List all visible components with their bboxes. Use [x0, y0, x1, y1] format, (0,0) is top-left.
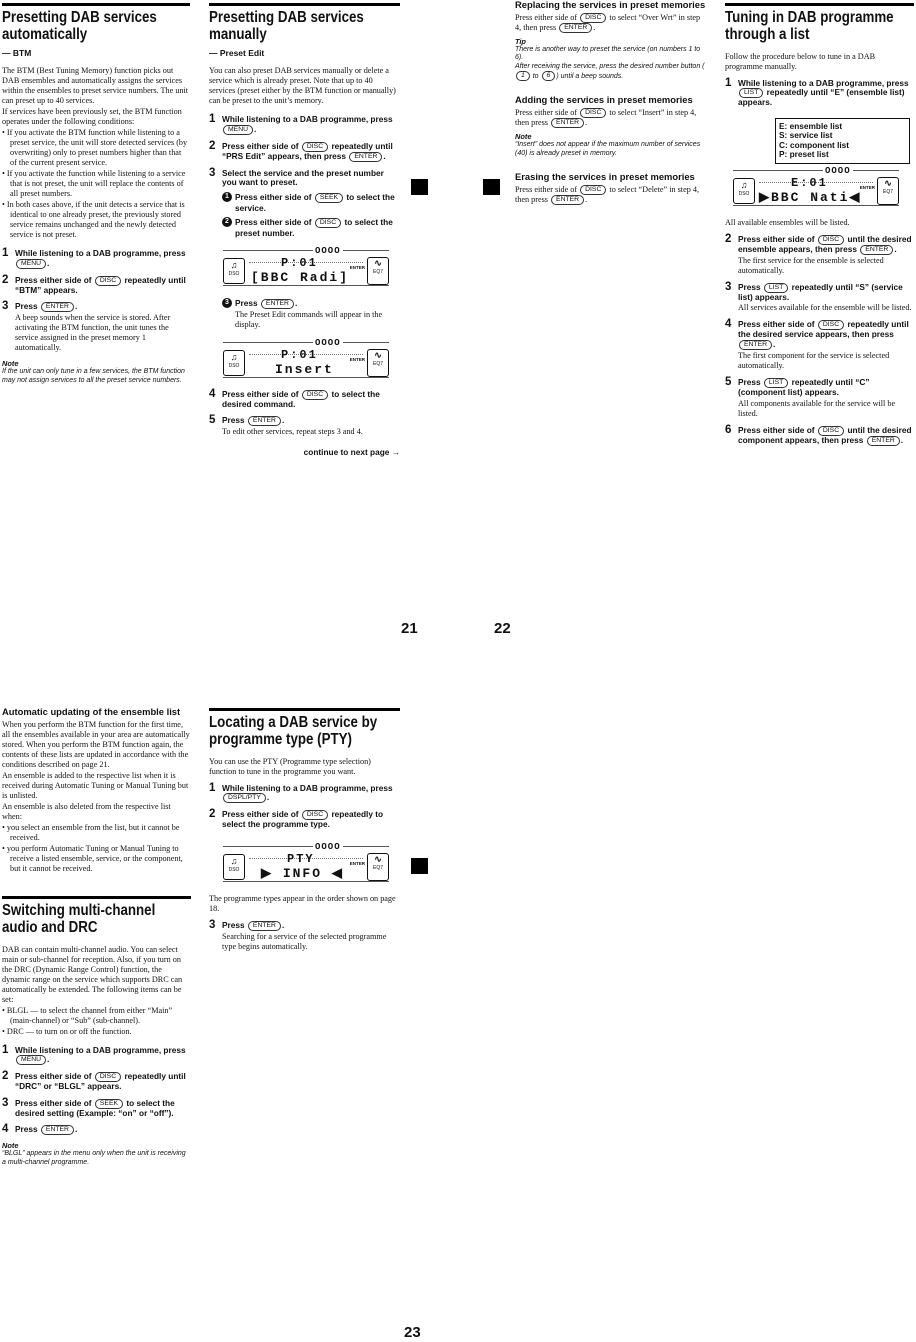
- enter-key: ENTER: [41, 302, 74, 312]
- paragraph: You can use the PTY (Programme type selection) function to tune in the programme you want.: [209, 756, 371, 776]
- step-1: 1 While listening to a DAB programme, press LIST repeatedly until “E” (ensemble list) appears.: [725, 76, 909, 108]
- enter-key: ENTER: [261, 299, 294, 309]
- subheading-replace: Replacing the services in preset memories: [515, 0, 706, 10]
- legend-item: E: ensemble list: [779, 120, 843, 131]
- paragraph: Press either side of DISC to select “Over Wrt” in step 4, then press ENTER .: [515, 12, 701, 32]
- note-heading: Note: [2, 359, 19, 369]
- legend-item: S: service list: [779, 130, 833, 141]
- note-heading: Note: [515, 132, 532, 142]
- display-line-1: P:01: [281, 255, 318, 270]
- step-2: 2 Press either side of DISC until the desired ensemble appears, then press ENTER .: [725, 232, 912, 254]
- disc-key: DISC: [818, 235, 844, 245]
- dspl-pty-key: DSPL/PTY: [223, 793, 266, 803]
- paragraph: You can also preset DAB services manually or delete a service which is already preset. Note that up to 40 services (preset either by the BTM function or manually) can be preset to the unit’s memory.: [209, 66, 396, 106]
- lcd-display: [221, 842, 391, 886]
- eq-icon: ∿ EQ7: [367, 853, 389, 881]
- menu-key: MENU: [16, 1055, 46, 1065]
- display-line-2: [BBC Radi]: [251, 269, 350, 285]
- disc-key: DISC: [818, 320, 844, 330]
- disc-key: DISC: [302, 142, 328, 152]
- substep-1: 1 Press either side of SEEK to select the service.: [222, 192, 400, 213]
- disc-key: DISC: [95, 276, 121, 286]
- step-body: A beep sounds when the service is stored. After activating the BTM function, the unit tunes the service assigned in the preset memory 1 automatically.: [15, 313, 171, 353]
- step-2: 2 Press either side of DISC repeatedly until “PRS Edit” appears, then press ENTER .: [209, 139, 393, 161]
- step-1: 1 While listening to a DAB programme, press MENU .: [2, 247, 186, 268]
- step-1: 1 While listening to a DAB programme, press MENU .: [2, 1043, 186, 1065]
- step-2: 2 Press either side of DISC repeatedly until “BTM” appears.: [2, 273, 186, 295]
- enter-key: ENTER: [559, 23, 592, 33]
- section-rule: [209, 3, 400, 6]
- display-line-2: Insert: [275, 361, 334, 377]
- display-indicator: OOOO: [315, 337, 341, 348]
- preset-6-key: 6: [542, 71, 556, 81]
- display-line-1: P:01: [281, 347, 318, 362]
- list-key: LIST: [739, 88, 763, 98]
- display-indicator: OOOO: [825, 165, 851, 176]
- step-5: 5 Press ENTER .: [209, 414, 285, 427]
- tip-heading: Tip: [515, 36, 526, 46]
- step-6: 6 Press either side of DISC until the desired component appears, then press ENTER .: [725, 423, 912, 445]
- eq-icon: ∿ EQ7: [367, 257, 389, 285]
- eq-icon: ∿ EQ7: [877, 177, 899, 205]
- substep-3: 3 Press ENTER .: [222, 298, 400, 309]
- col-ensemble-drc: [2, 707, 191, 1167]
- bullet: • DRC — to turn on or off the function.: [2, 1026, 132, 1036]
- section-rule: [2, 3, 190, 6]
- bullet: • you perform Automatic Tuning or Manual Tuning to receive a listed ensemble, service, or the component, but it cannot be received.: [2, 843, 183, 873]
- subheading-add: Adding the services in preset memories: [515, 94, 693, 106]
- enter-key: ENTER: [551, 118, 584, 128]
- step-body: To edit other services, repeat steps 3 and 4.: [222, 427, 363, 437]
- note-heading: Note: [2, 1141, 19, 1151]
- display-enter: ENTER: [349, 860, 365, 866]
- paragraph: Press either side of DISC to select “Delete” in step 4, then press ENTER .: [515, 184, 699, 204]
- disc-key: DISC: [95, 1072, 121, 1082]
- step-1: 1 While listening to a DAB programme, press MENU .: [209, 113, 393, 134]
- section-rule: [2, 896, 191, 899]
- display-enter: ENTER: [859, 184, 875, 190]
- step-3: 3 Select the service and the preset number you want to preset.: [209, 166, 384, 188]
- step-body: All services available for the ensemble will be listed.: [738, 303, 912, 313]
- section-title: Switching multi-channel audio and DRC: [2, 901, 156, 937]
- menu-key: MENU: [16, 259, 46, 269]
- col-preset-edit: [209, 3, 400, 458]
- step-5: 5 Press LIST repeatedly until “C” (component list) appears.: [725, 375, 870, 397]
- enter-key: ENTER: [248, 416, 281, 426]
- display-line-1: PTY: [287, 851, 315, 866]
- step-3: 3 Press ENTER .: [209, 918, 285, 931]
- page-number: 23: [404, 1324, 421, 1341]
- bullet: • BLGL — to select the channel from either “Main” (main-channel) or “Sub” (sub-channel).: [2, 1005, 173, 1025]
- step-body: The Preset Edit commands will appear in the display.: [235, 309, 383, 329]
- step-2: 2 Press either side of DISC repeatedly until “DRC” or “BLGL” appears.: [2, 1070, 186, 1092]
- display-enter: ENTER: [349, 356, 365, 362]
- enter-key: ENTER: [867, 436, 900, 446]
- caption: The programme types appear in the order shown on page 18.: [209, 893, 396, 913]
- menu-key: MENU: [223, 125, 253, 135]
- paragraph: If services have been previously set, the BTM function operates under the following conditions:: [2, 107, 182, 127]
- page-number: 21: [401, 620, 418, 637]
- legend-item: C: component list: [779, 139, 850, 150]
- disc-key: DISC: [580, 13, 606, 23]
- page-tab-marker: [411, 179, 428, 195]
- paragraph: DAB can contain multi-channel audio. You can select main or sub-channel for reception. Also, if you turn on the DRC (Dynamic Range Control) function, the dynamic range on the service which supports DRC can automatically be extended. The following items can be set:: [2, 944, 183, 1004]
- eq-icon: ∿ EQ7: [367, 349, 389, 377]
- lcd-display: [221, 338, 391, 382]
- col-pty: [209, 708, 400, 953]
- step-2: 2 Press either side of DISC repeatedly to select the programme type.: [209, 808, 384, 830]
- enter-key: ENTER: [551, 195, 584, 205]
- col-btm: [2, 3, 190, 385]
- page-tab-marker: [483, 179, 500, 195]
- dso-icon: ♫ DSO: [223, 350, 245, 376]
- disc-key: DISC: [302, 390, 328, 400]
- subheading-auto-update: Automatic updating of the ensemble list: [2, 706, 181, 717]
- section-title: Presetting DAB services automatically: [2, 9, 157, 44]
- lcd-display: [731, 166, 901, 210]
- display-indicator: OOOO: [315, 841, 341, 852]
- step-body: The first component for the service is selected automatically.: [738, 350, 890, 370]
- substep-2: 2 Press either side of DISC to select the preset number.: [222, 217, 400, 238]
- list-key: LIST: [764, 378, 788, 388]
- disc-key: DISC: [302, 810, 328, 820]
- section-subtitle: — Preset Edit: [209, 47, 265, 58]
- col-dab-list: [725, 3, 914, 447]
- enter-key: ENTER: [739, 340, 772, 350]
- dso-icon: ♫ DSO: [223, 854, 245, 880]
- note-text: If the unit can only tune in a few services, the BTM function may not assign services to all the preset service numbers.: [2, 368, 185, 384]
- display-enter: ENTER: [349, 264, 365, 270]
- subheading-erase: Erasing the services in preset memories: [515, 171, 695, 183]
- section-rule: [209, 708, 400, 711]
- paragraph: An ensemble is added to the respective list when it is received during Automatic Tuning or Manual Tuning but is unlisted.: [2, 770, 189, 800]
- legend-item: P: preset list: [779, 149, 829, 160]
- step-body: The first service for the ensemble is selected automatically.: [738, 255, 884, 275]
- tip-text: There is another way to preset the service (on numbers 1 to 6).: [515, 45, 701, 62]
- paragraph: Press either side of DISC to select “Insert” in step 4, then press ENTER .: [515, 108, 697, 128]
- disc-key: DISC: [580, 108, 606, 118]
- list-key: LIST: [764, 283, 788, 293]
- caption: All available ensembles will be listed.: [725, 217, 850, 227]
- paragraph: Follow the procedure below to tune in a DAB programme manually.: [725, 51, 876, 71]
- step-3: 3 Press either side of SEEK to select the desired setting (Example: “on” or “off”).: [2, 1096, 175, 1118]
- step-body: Searching for a service of the selected programme type begins automatically.: [222, 931, 387, 951]
- section-title: Locating a DAB service by programme type (PTY): [209, 714, 378, 749]
- list-legend: [775, 118, 910, 164]
- paragraph: The BTM (Best Tuning Memory) function picks out DAB ensembles and automatically assigns the services within the ensembles to preset service numbers. The unit can preset up to 40 services.: [2, 66, 189, 106]
- step-1: 1 While listening to a DAB programme, press DSPL/PTY .: [209, 781, 393, 803]
- disc-key: DISC: [580, 185, 606, 195]
- section-subtitle: — BTM: [2, 47, 32, 58]
- step-4: 4 Press either side of DISC repeatedly until the desired service appears, then press ENTER .: [725, 318, 909, 349]
- section-title: Tuning in DAB programme through a list: [725, 9, 894, 44]
- enter-key: ENTER: [248, 921, 281, 931]
- lcd-display: [221, 246, 391, 290]
- step-body: All components available for the service will be listed.: [738, 398, 896, 418]
- tip-text: After receiving the service, press the desired number button (1 to 6 ) until a beep sounds.: [515, 62, 705, 81]
- step-4: 4 Press ENTER .: [2, 1123, 78, 1136]
- bullet: • In both cases above, if the unit detects a service that is identical to one already preset, the previously stored service remains unchanged and the newly detected service is not preset.: [2, 200, 185, 240]
- bullet: • you select an ensemble from the list, but it cannot be received.: [2, 822, 180, 842]
- section-title: Presetting DAB services manually: [209, 9, 364, 44]
- disc-key: DISC: [315, 218, 341, 228]
- enter-key: ENTER: [41, 1125, 74, 1135]
- step-3: 3 Press ENTER .: [2, 300, 78, 313]
- display-line-2: ▶BBC Nati◀: [759, 189, 862, 205]
- continue-link: continue to next page →: [303, 447, 400, 458]
- display-line-2: ▶ INFO ◀: [261, 865, 344, 881]
- page-tab-marker: [411, 858, 428, 874]
- display-indicator: OOOO: [315, 245, 341, 256]
- step-3: 3 Press LIST repeatedly until “S” (service list) appears.: [725, 280, 903, 302]
- paragraph: An ensemble is also deleted from the respective list when:: [2, 801, 171, 821]
- disc-key: DISC: [818, 426, 844, 436]
- enter-key: ENTER: [860, 245, 893, 255]
- enter-key: ENTER: [349, 152, 382, 162]
- bullet: • If you activate the BTM function while listening to a preset service, the unit will store detected services (by overwriting) only to preset numbers higher than that of the current present service.: [2, 128, 188, 168]
- section-rule: [725, 3, 914, 6]
- note-text: “BLGL” appears in the menu only when the unit is receiving a multi-channel programme.: [2, 1150, 186, 1166]
- dso-icon: ♫ DSO: [733, 178, 755, 204]
- page-number: 22: [494, 620, 511, 637]
- bullet: • If you activate the function while listening to a service that is not preset, the unit will replace the contents of all preset numbers.: [2, 169, 186, 199]
- step-4: 4 Press either side of DISC to select the desired command.: [209, 387, 380, 409]
- note-text: “Insert” does not appear if the maximum number of services (40) is already preset in memory.: [515, 141, 701, 157]
- dso-icon: ♫ DSO: [223, 258, 245, 284]
- preset-1-key: 1: [516, 71, 530, 81]
- display-line-1: E:01: [791, 175, 828, 190]
- seek-key: SEEK: [315, 193, 343, 203]
- col-preset-ops: [515, 0, 707, 206]
- seek-key: SEEK: [95, 1099, 123, 1109]
- paragraph: When you perform the BTM function for the first time, all the ensembles available in your area are automatically stored. When you perform the BTM function again, the contents of these lists are updated in accordance with the conditions described on page 21.: [2, 719, 190, 769]
